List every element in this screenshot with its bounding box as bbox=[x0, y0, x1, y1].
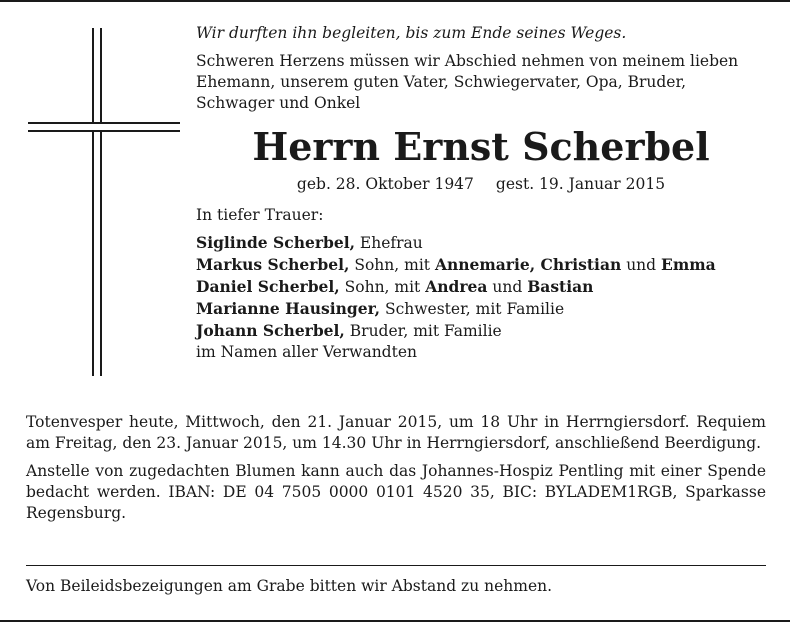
cross-icon bbox=[28, 28, 180, 378]
family-closing-line: im Namen aller Verwandten bbox=[196, 343, 417, 361]
death-date: gest. 19. Januar 2015 bbox=[495, 175, 666, 193]
closing-note: Von Beileidsbezeigungen am Grabe bitten wir Abstand zu nehmen. bbox=[26, 577, 553, 595]
family-member: Markus Scherbel, Sohn, mit Annemarie, Christian und Emma bbox=[196, 255, 716, 274]
family-member: Daniel Scherbel, Sohn, mit Andrea und Bastian bbox=[196, 277, 594, 296]
family-member: Siglinde Scherbel, Ehefrau bbox=[196, 233, 423, 252]
family-member: Johann Scherbel, Bruder, mit Familie bbox=[196, 321, 502, 340]
motto: Wir durften ihn begleiten, bis zum Ende seines Weges. bbox=[196, 24, 627, 42]
life-dates bbox=[196, 174, 766, 195]
mourning-label: In tiefer Trauer: bbox=[196, 206, 324, 224]
family-list bbox=[196, 232, 766, 363]
service-info: Totenvesper heute, Mittwoch, den 21. Januar 2015, um 18 Uhr in Herrngiersdorf. Requiem am Freitag, den 23. Januar 2015, um 14.30 Uhr in Herrngiersdorf, anschließend Beerdigung. bbox=[26, 413, 766, 452]
top-border bbox=[0, 0, 790, 2]
divider bbox=[26, 565, 766, 566]
family-member: Marianne Hausinger, Schwester, mit Familie bbox=[196, 299, 565, 318]
notice-main-block bbox=[196, 22, 766, 363]
donation-info: Anstelle von zugedachten Blumen kann auch das Johannes-Hospiz Pentling mit einer Spende bedacht werden. IBAN: DE 04 7505 0000 0101 4520 35, BIC: BYLADEM1RGB, Sparkasse Regensburg. bbox=[26, 462, 766, 522]
notice-details bbox=[26, 412, 766, 524]
intro-text: Schweren Herzens müssen wir Abschied nehmen von meinem lieben Ehemann, unserem guten Vater, Schwiegervater, Opa, Bruder, Schwager und Onkel bbox=[196, 52, 739, 112]
deceased-name: Herrn Ernst Scherbel bbox=[252, 124, 710, 169]
cross-intersection bbox=[94, 124, 100, 130]
cross-vertical-beam bbox=[92, 28, 102, 376]
birth-date: geb. 28. Oktober 1947 bbox=[296, 175, 474, 193]
cross-horizontal-beam bbox=[28, 122, 180, 132]
